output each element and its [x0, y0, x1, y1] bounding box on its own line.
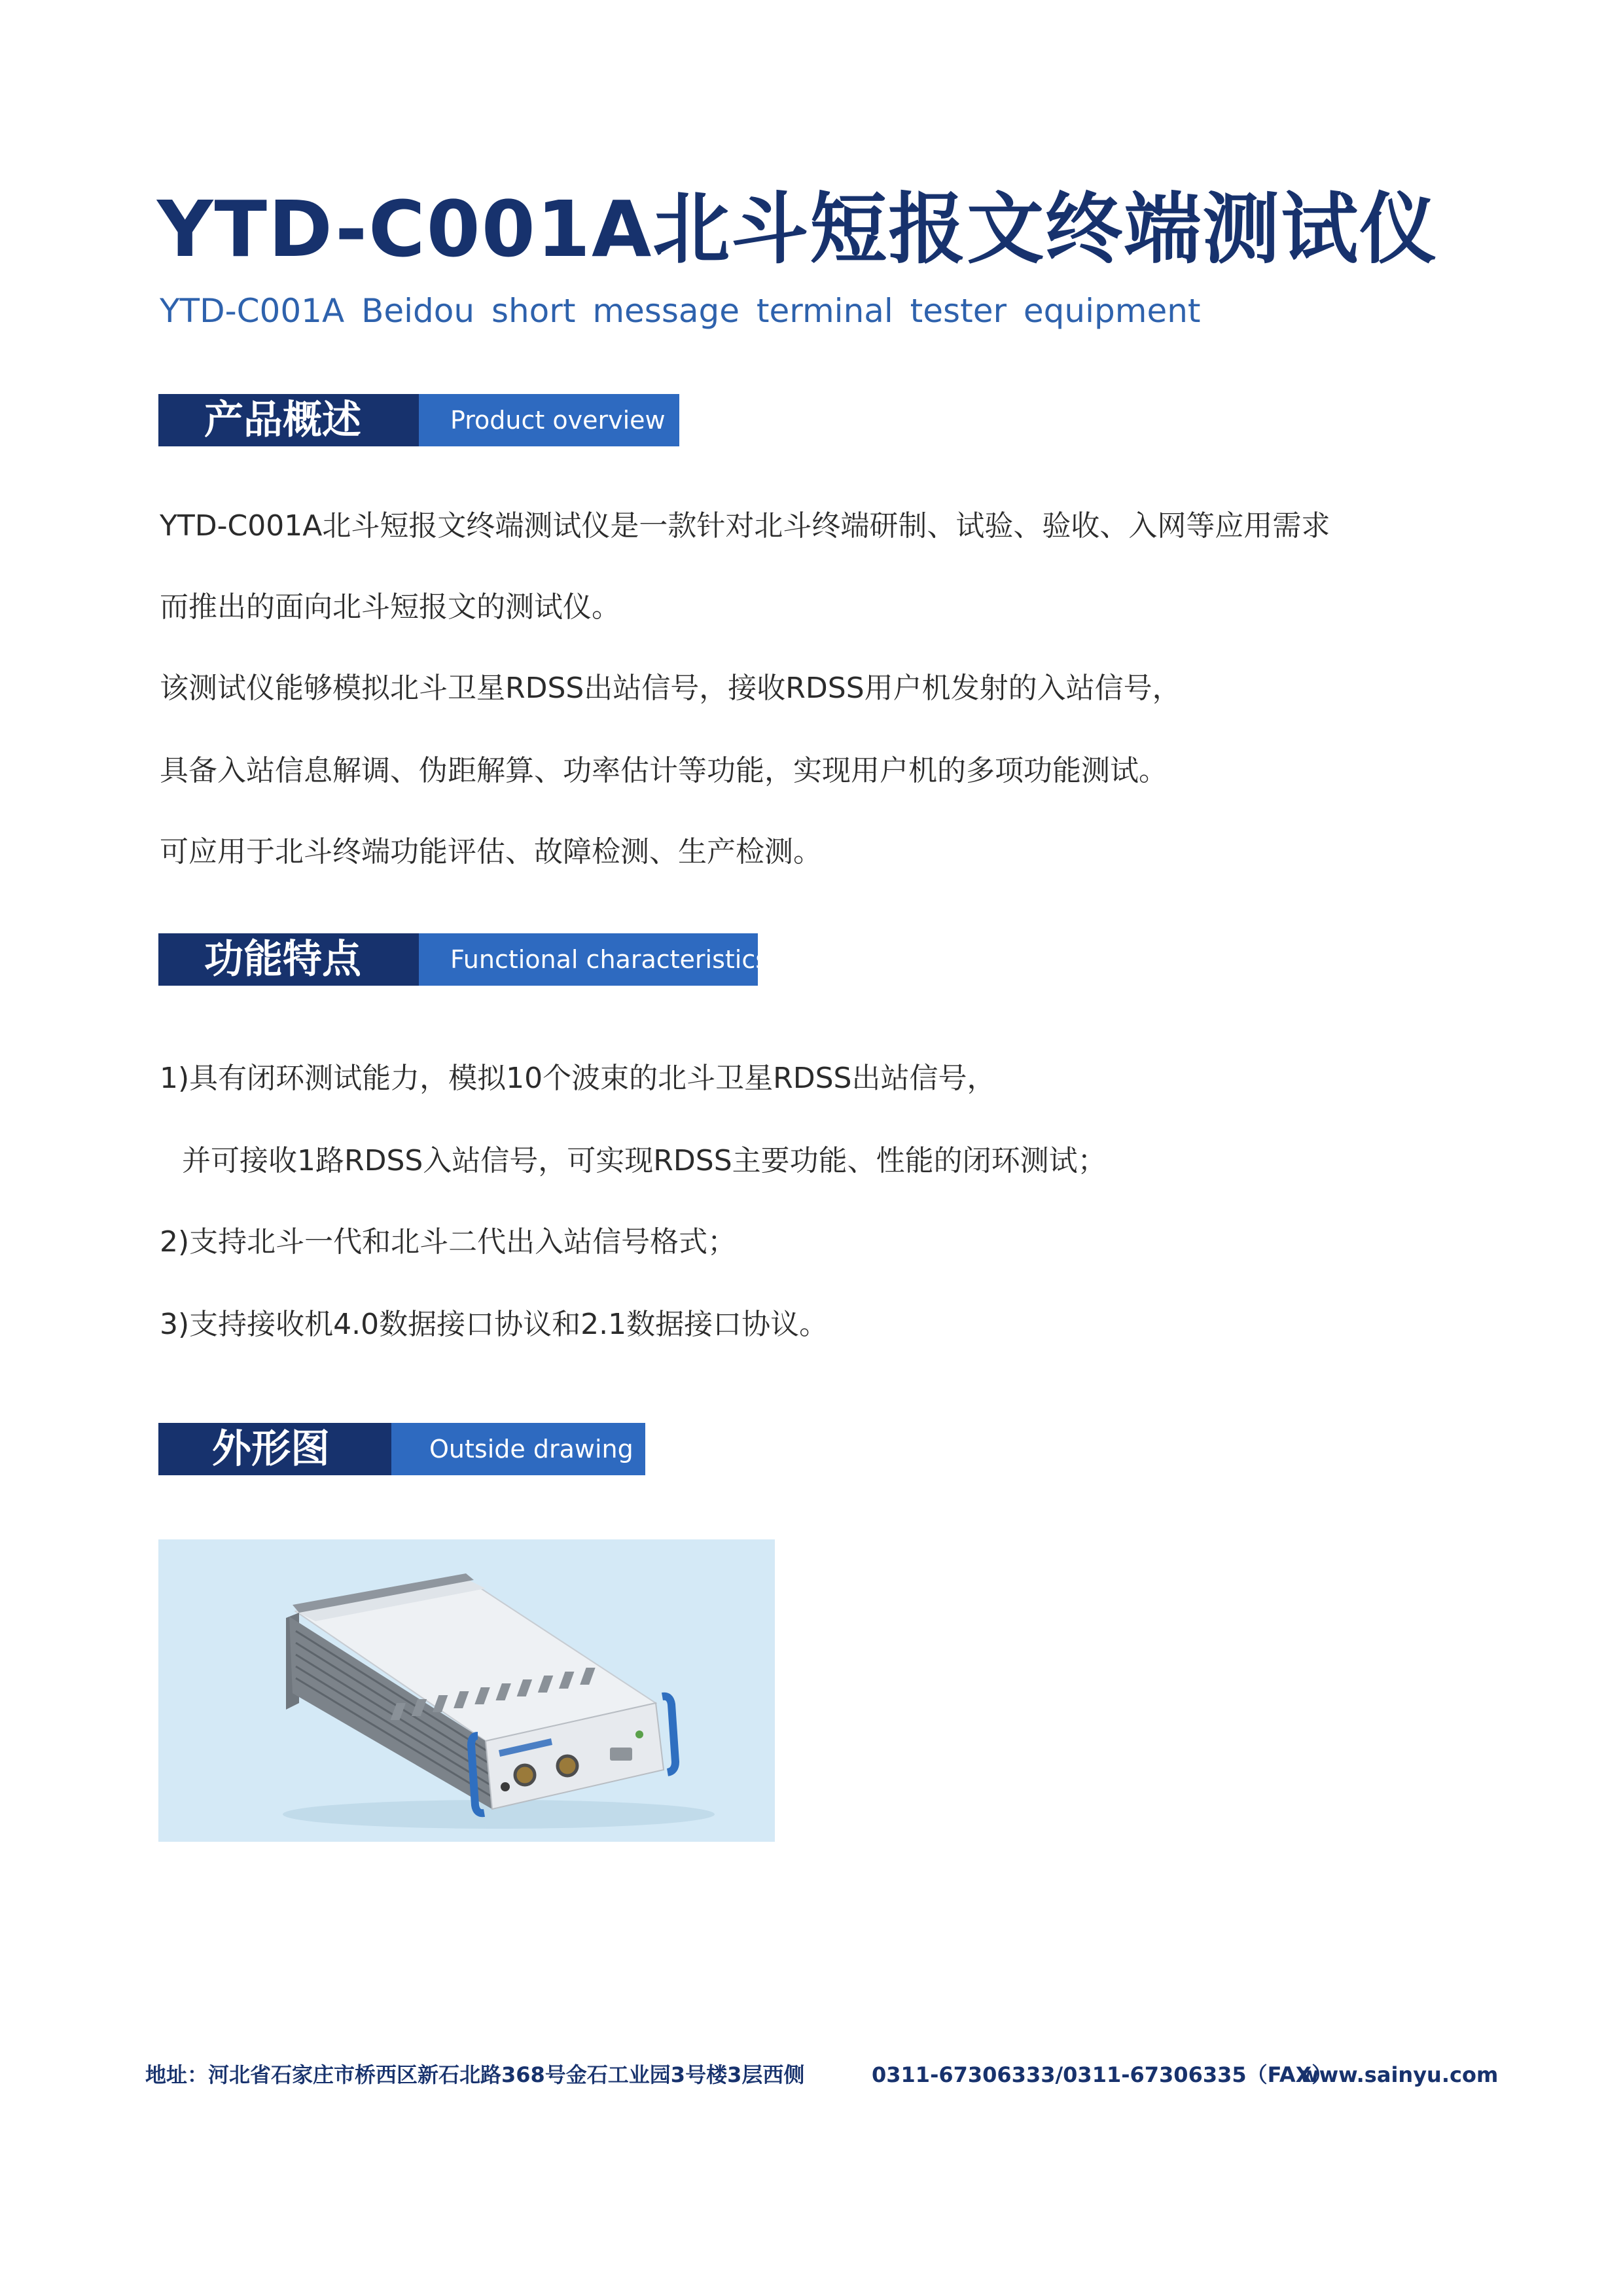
overview-line: 可应用于北斗终端功能评估、故障检测、生产检测。 — [160, 835, 822, 869]
section-header-features — [158, 933, 769, 986]
feature-line: 1)具有闭环测试能力，模拟10个波束的北斗卫星RDSS出站信号， — [160, 1062, 996, 1095]
section-title-en: Outside drawing — [391, 1423, 645, 1475]
overview-line: 而推出的面向北斗短报文的测试仪。 — [160, 590, 620, 624]
overview-line: 具备入站信息解调、伪距解算、功率估计等功能，实现用户机的多项功能测试。 — [160, 754, 1168, 787]
footer-address: 地址：河北省石家庄市桥西区新石北路368号金石工业园3号楼3层西侧 — [145, 2062, 805, 2087]
section-header-overview — [158, 394, 679, 446]
section-title-cn: 产品概述 — [158, 394, 419, 446]
section-title-en: Functional characteristics — [419, 933, 758, 986]
device-photo — [158, 1539, 775, 1842]
overview-line: 该测试仪能够模拟北斗卫星RDSS出站信号，接收RDSS用户机发射的入站信号， — [160, 672, 1181, 705]
page-subtitle: YTD-C001A Beidou short message terminal tester equipment — [160, 292, 1201, 330]
overview-line: YTD-C001A北斗短报文终端测试仪是一款针对北斗终端研制、试验、验收、入网等应用需求 — [160, 509, 1330, 543]
feature-line: 并可接收1路RDSS入站信号，可实现RDSS主要功能、性能的闭环测试； — [182, 1144, 1107, 1177]
section-title-cn: 外形图 — [158, 1423, 391, 1475]
feature-line: 2)支持北斗一代和北斗二代出入站信号格式； — [160, 1225, 737, 1259]
feature-line: 3)支持接收机4.0数据接口协议和2.1数据接口协议。 — [160, 1308, 829, 1341]
footer-phone: 0311-67306333/0311-67306335（FAX） — [872, 2062, 1333, 2087]
footer-website[interactable]: www.sainyu.com — [1300, 2062, 1499, 2087]
section-title-cn: 功能特点 — [158, 933, 419, 986]
section-title-en: Product overview — [419, 394, 679, 446]
tester-device-illustration — [158, 1539, 775, 1842]
section-header-drawing — [158, 1423, 645, 1475]
page-title: YTD-C001A北斗短报文终端测试仪 — [157, 184, 1438, 274]
